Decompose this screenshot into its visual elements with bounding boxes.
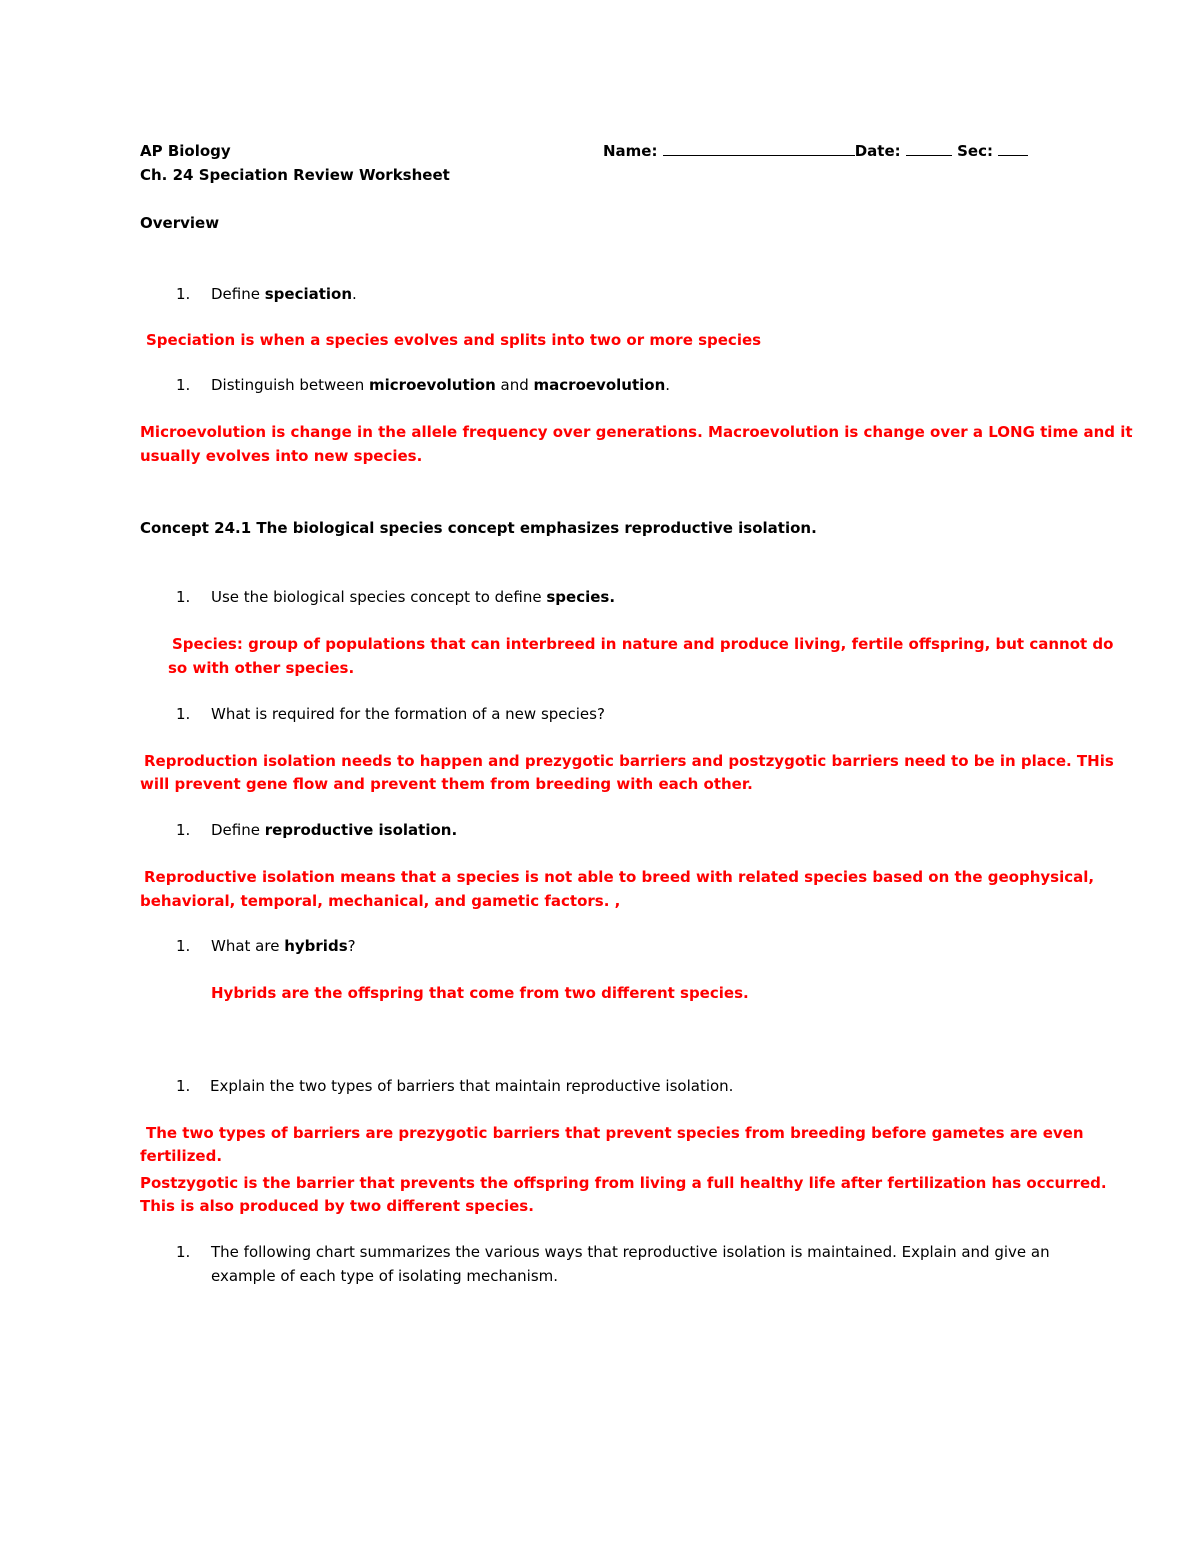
concept-heading: Concept 24.1 The biological species concept emphasizes reproductive isolation. [140,519,817,537]
name-label: Name: [603,142,658,160]
answer-reproductive-isolation-line1: Reproductive isolation means that a species is not able to breed with related species based on the geophysical, [144,868,1095,886]
question-define-species: Use the biological species concept to define species. [211,588,616,606]
course-title: AP Biology [140,142,231,160]
name-blank[interactable] [663,141,855,156]
question-new-species: What is required for the formation of a new species? [211,705,605,723]
question-number: 1. [176,1243,191,1261]
answer-species-line1: Species: group of populations that can interbreed in nature and produce living, fertile offspring, but cannot do [172,635,1114,653]
question-speciation: Define speciation. [211,285,357,303]
question-micro-macro: Distinguish between microevolution and macroevolution. [211,376,671,394]
answer-reproductive-isolation-line2: behavioral, temporal, mechanical, and gametic factors. , [140,892,621,910]
question-number: 1. [176,376,191,394]
date-blank[interactable] [906,141,952,156]
answer-barriers-line2: fertilized. [140,1147,223,1165]
question-number: 1. [176,821,191,839]
date-label: Date: [854,142,901,160]
answer-speciation: Speciation is when a species evolves and splits into two or more species [146,331,762,349]
header-fields [603,140,1028,163]
answer-species-line2: so with other species. [168,659,355,677]
question-number: 1. [176,588,191,606]
answer-barriers-line4: This is also produced by two different species. [140,1197,534,1215]
question-chart-line1: The following chart summarizes the various ways that reproductive isolation is maintained. Explain and give an [211,1243,1050,1261]
question-two-barriers: Explain the two types of barriers that maintain reproductive isolation. [210,1077,734,1095]
question-number: 1. [176,1077,191,1095]
answer-barriers-line3: Postzygotic is the barrier that prevents the offspring from living a full healthy life after fertilization has occurred. [140,1174,1107,1192]
sec-label: Sec: [957,142,993,160]
question-chart-line2: example of each type of isolating mechanism. [211,1267,559,1285]
question-number: 1. [176,705,191,723]
question-hybrids: What are hybrids? [211,937,356,955]
answer-barriers-line1: The two types of barriers are prezygotic barriers that prevent species from breeding before gametes are even [146,1124,1084,1142]
answer-micro-macro-line2: usually evolves into new species. [140,447,423,465]
overview-heading: Overview [140,214,220,232]
answer-hybrids: Hybrids are the offspring that come from two different species. [211,984,749,1002]
sec-blank[interactable] [998,141,1028,156]
question-number: 1. [176,937,191,955]
answer-new-species-line1: Reproduction isolation needs to happen and prezygotic barriers and postzygotic barriers need to be in place. THis [144,752,1114,770]
question-reproductive-isolation: Define reproductive isolation. [211,821,458,839]
answer-new-species-line2: will prevent gene flow and prevent them from breeding with each other. [140,775,753,793]
worksheet-subtitle: Ch. 24 Speciation Review Worksheet [140,166,450,184]
answer-micro-macro-line1: Microevolution is change in the allele frequency over generations. Macroevolution is change over a LONG time and it [140,423,1133,441]
question-number: 1. [176,285,191,303]
